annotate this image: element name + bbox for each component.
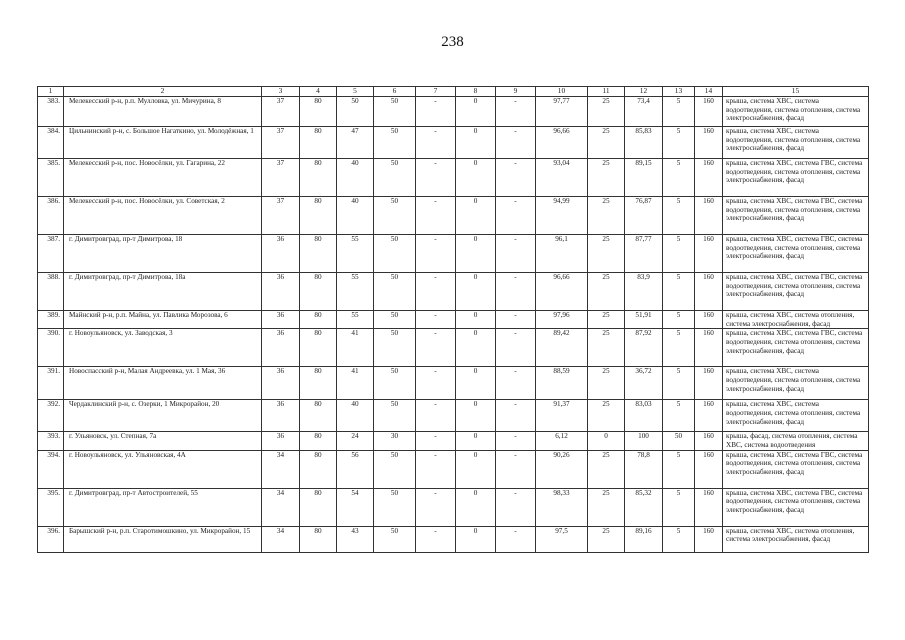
cell-c6: 50	[374, 526, 416, 552]
cell-c9: -	[496, 367, 536, 400]
cell-c7: -	[416, 488, 456, 526]
column-header-1: 1	[38, 87, 64, 97]
column-header-9: 9	[496, 87, 536, 97]
cell-c3: 37	[262, 127, 300, 159]
column-header-14: 14	[695, 87, 723, 97]
cell-c4: 80	[300, 235, 337, 273]
cell-c7: -	[416, 97, 456, 127]
column-header-7: 7	[416, 87, 456, 97]
cell-c10: 97,5	[536, 526, 588, 552]
cell-c6: 50	[374, 197, 416, 235]
cell-c5: 40	[337, 400, 374, 432]
cell-c10: 96,66	[536, 273, 588, 311]
cell-c5: 55	[337, 273, 374, 311]
cell-c7: -	[416, 235, 456, 273]
cell-c12: 87,77	[625, 235, 663, 273]
cell-c8: 0	[456, 159, 496, 197]
cell-c12: 100	[625, 432, 663, 450]
cell-works: крыша, система ХВС, система ГВС, система водоотведения, система отопления, система электроснабжения, фасад	[723, 197, 869, 235]
cell-c14: 160	[695, 400, 723, 432]
table-row	[38, 488, 869, 526]
cell-c10: 98,33	[536, 488, 588, 526]
cell-c3: 37	[262, 159, 300, 197]
cell-no: 392.	[38, 400, 64, 432]
cell-addr: Новоспасский р-н, Малая Андреевка, ул. 1 Мая, 36	[64, 367, 262, 400]
cell-c4: 80	[300, 311, 337, 329]
cell-addr: Майнский р-н, р.п. Майна, ул. Павлика Морозова, 6	[64, 311, 262, 329]
cell-c9: -	[496, 311, 536, 329]
cell-c4: 80	[300, 488, 337, 526]
cell-c12: 87,92	[625, 329, 663, 367]
cell-c3: 36	[262, 367, 300, 400]
cell-c4: 80	[300, 450, 337, 488]
cell-works: крыша, система ХВС, система ГВС, система водоотведения, система отопления, система электроснабжения, фасад	[723, 273, 869, 311]
cell-c6: 50	[374, 400, 416, 432]
column-header-13: 13	[663, 87, 695, 97]
column-header-12: 12	[625, 87, 663, 97]
cell-c11: 25	[588, 97, 625, 127]
table-row	[38, 329, 869, 367]
cell-c12: 89,16	[625, 526, 663, 552]
cell-c10: 97,96	[536, 311, 588, 329]
table-row	[38, 432, 869, 450]
cell-c11: 25	[588, 526, 625, 552]
cell-c11: 25	[588, 273, 625, 311]
table-row	[38, 311, 869, 329]
cell-c6: 50	[374, 235, 416, 273]
cell-c6: 50	[374, 367, 416, 400]
cell-c5: 56	[337, 450, 374, 488]
cell-c14: 160	[695, 488, 723, 526]
column-header-11: 11	[588, 87, 625, 97]
cell-c7: -	[416, 526, 456, 552]
cell-works: крыша, система ХВС, система водоотведения, система отопления, система электроснабжения, фасад	[723, 400, 869, 432]
cell-addr: г. Димитровград, пр-т Димитрова, 18а	[64, 273, 262, 311]
cell-c5: 41	[337, 329, 374, 367]
cell-c13: 5	[663, 400, 695, 432]
cell-c8: 0	[456, 273, 496, 311]
column-header-15: 15	[723, 87, 869, 97]
cell-no: 385.	[38, 159, 64, 197]
cell-c5: 55	[337, 235, 374, 273]
cell-c9: -	[496, 450, 536, 488]
cell-c12: 83,9	[625, 273, 663, 311]
cell-c9: -	[496, 97, 536, 127]
cell-c10: 89,42	[536, 329, 588, 367]
cell-c11: 25	[588, 367, 625, 400]
cell-c5: 54	[337, 488, 374, 526]
column-header-4: 4	[300, 87, 337, 97]
table-row	[38, 450, 869, 488]
cell-c6: 50	[374, 450, 416, 488]
cell-c10: 96,1	[536, 235, 588, 273]
cell-c7: -	[416, 273, 456, 311]
cell-no: 394.	[38, 450, 64, 488]
cell-c12: 85,32	[625, 488, 663, 526]
cell-c4: 80	[300, 97, 337, 127]
cell-c9: -	[496, 273, 536, 311]
cell-c7: -	[416, 311, 456, 329]
cell-c10: 94,99	[536, 197, 588, 235]
cell-no: 387.	[38, 235, 64, 273]
cell-c5: 41	[337, 367, 374, 400]
table-row	[38, 159, 869, 197]
cell-c8: 0	[456, 432, 496, 450]
cell-c3: 36	[262, 400, 300, 432]
cell-c4: 80	[300, 526, 337, 552]
cell-c10: 90,26	[536, 450, 588, 488]
cell-c10: 88,59	[536, 367, 588, 400]
cell-addr: Мелекесский р-н, пос. Новосёлки, ул. Гагарина, 22	[64, 159, 262, 197]
cell-works: крыша, система ХВС, система ГВС, система водоотведения, система отопления, система электроснабжения, фасад	[723, 235, 869, 273]
cell-works: крыша, система ХВС, система ГВС, система водоотведения, система отопления, система электроснабжения, фасад	[723, 159, 869, 197]
cell-c6: 30	[374, 432, 416, 450]
cell-no: 391.	[38, 367, 64, 400]
table-row	[38, 367, 869, 400]
table-row	[38, 127, 869, 159]
cell-c13: 5	[663, 311, 695, 329]
cell-c13: 50	[663, 432, 695, 450]
cell-works: крыша, система ХВС, система ГВС, система водоотведения, система отопления, система электроснабжения, фасад	[723, 450, 869, 488]
column-header-5: 5	[337, 87, 374, 97]
cell-c13: 5	[663, 367, 695, 400]
cell-c3: 34	[262, 488, 300, 526]
cell-c8: 0	[456, 400, 496, 432]
cell-c3: 36	[262, 311, 300, 329]
cell-c9: -	[496, 197, 536, 235]
cell-c6: 50	[374, 329, 416, 367]
cell-addr: г. Новоульяновск, ул. Ульяновская, 4А	[64, 450, 262, 488]
cell-c13: 5	[663, 159, 695, 197]
cell-c12: 36,72	[625, 367, 663, 400]
cell-works: крыша, система ХВС, система водоотведения, система отопления, система электроснабжения, фасад	[723, 97, 869, 127]
cell-c5: 55	[337, 311, 374, 329]
cell-c14: 160	[695, 432, 723, 450]
cell-c10: 6,12	[536, 432, 588, 450]
cell-c3: 36	[262, 432, 300, 450]
cell-c11: 25	[588, 127, 625, 159]
cell-works: крыша, фасад, система отопления, система ХВС, система водоотведения	[723, 432, 869, 450]
cell-c12: 85,83	[625, 127, 663, 159]
cell-c12: 89,15	[625, 159, 663, 197]
cell-c8: 0	[456, 367, 496, 400]
cell-c3: 37	[262, 97, 300, 127]
cell-c9: -	[496, 488, 536, 526]
column-header-6: 6	[374, 87, 416, 97]
cell-c14: 160	[695, 311, 723, 329]
cell-c9: -	[496, 432, 536, 450]
cell-c12: 78,8	[625, 450, 663, 488]
cell-c13: 5	[663, 235, 695, 273]
cell-c8: 0	[456, 526, 496, 552]
cell-c11: 25	[588, 197, 625, 235]
cell-c6: 50	[374, 159, 416, 197]
cell-c3: 37	[262, 197, 300, 235]
cell-c3: 34	[262, 526, 300, 552]
table-row	[38, 235, 869, 273]
column-header-10: 10	[536, 87, 588, 97]
cell-c13: 5	[663, 273, 695, 311]
cell-c10: 96,66	[536, 127, 588, 159]
column-header-2: 2	[64, 87, 262, 97]
cell-c8: 0	[456, 329, 496, 367]
cell-works: крыша, система ХВС, система ГВС, система водоотведения, система отопления, система электроснабжения, фасад	[723, 329, 869, 367]
cell-c8: 0	[456, 197, 496, 235]
table-header	[38, 87, 869, 97]
cell-c6: 50	[374, 273, 416, 311]
cell-c9: -	[496, 329, 536, 367]
cell-c14: 160	[695, 197, 723, 235]
cell-c14: 160	[695, 235, 723, 273]
cell-c14: 160	[695, 526, 723, 552]
cell-no: 388.	[38, 273, 64, 311]
cell-c9: -	[496, 159, 536, 197]
cell-c4: 80	[300, 432, 337, 450]
cell-c12: 73,4	[625, 97, 663, 127]
cell-c11: 0	[588, 432, 625, 450]
table-row	[38, 526, 869, 552]
cell-c7: -	[416, 197, 456, 235]
cell-c13: 5	[663, 97, 695, 127]
table-row	[38, 197, 869, 235]
cell-c6: 50	[374, 488, 416, 526]
cell-addr: г. Димитровград, пр-т Автостроителей, 55	[64, 488, 262, 526]
cell-c5: 50	[337, 97, 374, 127]
cell-c14: 160	[695, 450, 723, 488]
cell-c13: 5	[663, 197, 695, 235]
cell-c4: 80	[300, 329, 337, 367]
cell-c9: -	[496, 526, 536, 552]
column-number-row	[38, 87, 869, 97]
cell-c8: 0	[456, 127, 496, 159]
cell-addr: г. Ульяновск, ул. Степная, 7а	[64, 432, 262, 450]
cell-c14: 160	[695, 97, 723, 127]
cell-works: крыша, система ХВС, система отопления, система электроснабжения, фасад	[723, 526, 869, 552]
cell-c14: 160	[695, 127, 723, 159]
cell-c10: 93,04	[536, 159, 588, 197]
cell-addr: г. Димитровград, пр-т Димитрова, 18	[64, 235, 262, 273]
cell-c13: 5	[663, 526, 695, 552]
table-row	[38, 273, 869, 311]
cell-c7: -	[416, 450, 456, 488]
cell-c13: 5	[663, 127, 695, 159]
cell-c9: -	[496, 400, 536, 432]
cell-c4: 80	[300, 159, 337, 197]
cell-addr: Цильнинский р-н, с. Большое Нагаткино, ул. Молодёжная, 1	[64, 127, 262, 159]
housing-table	[37, 86, 869, 553]
cell-c7: -	[416, 432, 456, 450]
cell-no: 386.	[38, 197, 64, 235]
cell-c12: 83,03	[625, 400, 663, 432]
cell-c5: 40	[337, 197, 374, 235]
cell-c13: 5	[663, 450, 695, 488]
cell-addr: Чердаклинский р-н, с. Озерки, 1 Микрорайон, 20	[64, 400, 262, 432]
cell-c12: 51,91	[625, 311, 663, 329]
cell-c11: 25	[588, 329, 625, 367]
cell-c7: -	[416, 159, 456, 197]
cell-c11: 25	[588, 311, 625, 329]
cell-works: крыша, система ХВС, система водоотведения, система отопления, система электроснабжения, фасад	[723, 367, 869, 400]
cell-no: 395.	[38, 488, 64, 526]
cell-c14: 160	[695, 159, 723, 197]
cell-works: крыша, система ХВС, система водоотведения, система отопления, система электроснабжения, фасад	[723, 127, 869, 159]
cell-c3: 36	[262, 235, 300, 273]
table-row	[38, 97, 869, 127]
cell-c14: 160	[695, 329, 723, 367]
cell-c12: 76,87	[625, 197, 663, 235]
cell-c5: 40	[337, 159, 374, 197]
table-row	[38, 400, 869, 432]
page-number: 238	[441, 34, 464, 50]
cell-c7: -	[416, 400, 456, 432]
cell-c4: 80	[300, 127, 337, 159]
cell-c9: -	[496, 235, 536, 273]
cell-c8: 0	[456, 311, 496, 329]
cell-no: 383.	[38, 97, 64, 127]
cell-c8: 0	[456, 488, 496, 526]
cell-c13: 5	[663, 488, 695, 526]
cell-c14: 160	[695, 367, 723, 400]
cell-c8: 0	[456, 97, 496, 127]
cell-c5: 43	[337, 526, 374, 552]
cell-c8: 0	[456, 450, 496, 488]
cell-c10: 97,77	[536, 97, 588, 127]
cell-addr: Барышский р-н, р.п. Старотимошкино, ул. Микрорайон, 15	[64, 526, 262, 552]
cell-c6: 50	[374, 97, 416, 127]
cell-c5: 47	[337, 127, 374, 159]
cell-addr: г. Новоульяновск, ул. Заводская, 3	[64, 329, 262, 367]
cell-c7: -	[416, 127, 456, 159]
cell-c9: -	[496, 127, 536, 159]
cell-c11: 25	[588, 450, 625, 488]
cell-c4: 80	[300, 273, 337, 311]
cell-addr: Мелекесский р-н, пос. Новосёлки, ул. Советская, 2	[64, 197, 262, 235]
cell-works: крыша, система ХВС, система отопления, система электроснабжения, фасад	[723, 311, 869, 329]
cell-c7: -	[416, 367, 456, 400]
column-header-3: 3	[262, 87, 300, 97]
cell-c5: 24	[337, 432, 374, 450]
cell-c10: 91,37	[536, 400, 588, 432]
cell-addr: Мелекесский р-н, р.п. Мулловка, ул. Мичурина, 8	[64, 97, 262, 127]
cell-no: 384.	[38, 127, 64, 159]
cell-works: крыша, система ХВС, система ГВС, система водоотведения, система отопления, система электроснабжения, фасад	[723, 488, 869, 526]
cell-c11: 25	[588, 488, 625, 526]
cell-c3: 36	[262, 273, 300, 311]
cell-c3: 36	[262, 329, 300, 367]
cell-c11: 25	[588, 400, 625, 432]
table-body	[38, 97, 869, 553]
cell-no: 393.	[38, 432, 64, 450]
cell-c4: 80	[300, 400, 337, 432]
cell-c6: 50	[374, 311, 416, 329]
cell-c11: 25	[588, 235, 625, 273]
cell-c4: 80	[300, 367, 337, 400]
cell-no: 390.	[38, 329, 64, 367]
cell-c13: 5	[663, 329, 695, 367]
cell-c11: 25	[588, 159, 625, 197]
cell-c7: -	[416, 329, 456, 367]
cell-no: 389.	[38, 311, 64, 329]
cell-c14: 160	[695, 273, 723, 311]
cell-no: 396.	[38, 526, 64, 552]
cell-c3: 34	[262, 450, 300, 488]
cell-c4: 80	[300, 197, 337, 235]
column-header-8: 8	[456, 87, 496, 97]
cell-c8: 0	[456, 235, 496, 273]
cell-c6: 50	[374, 127, 416, 159]
